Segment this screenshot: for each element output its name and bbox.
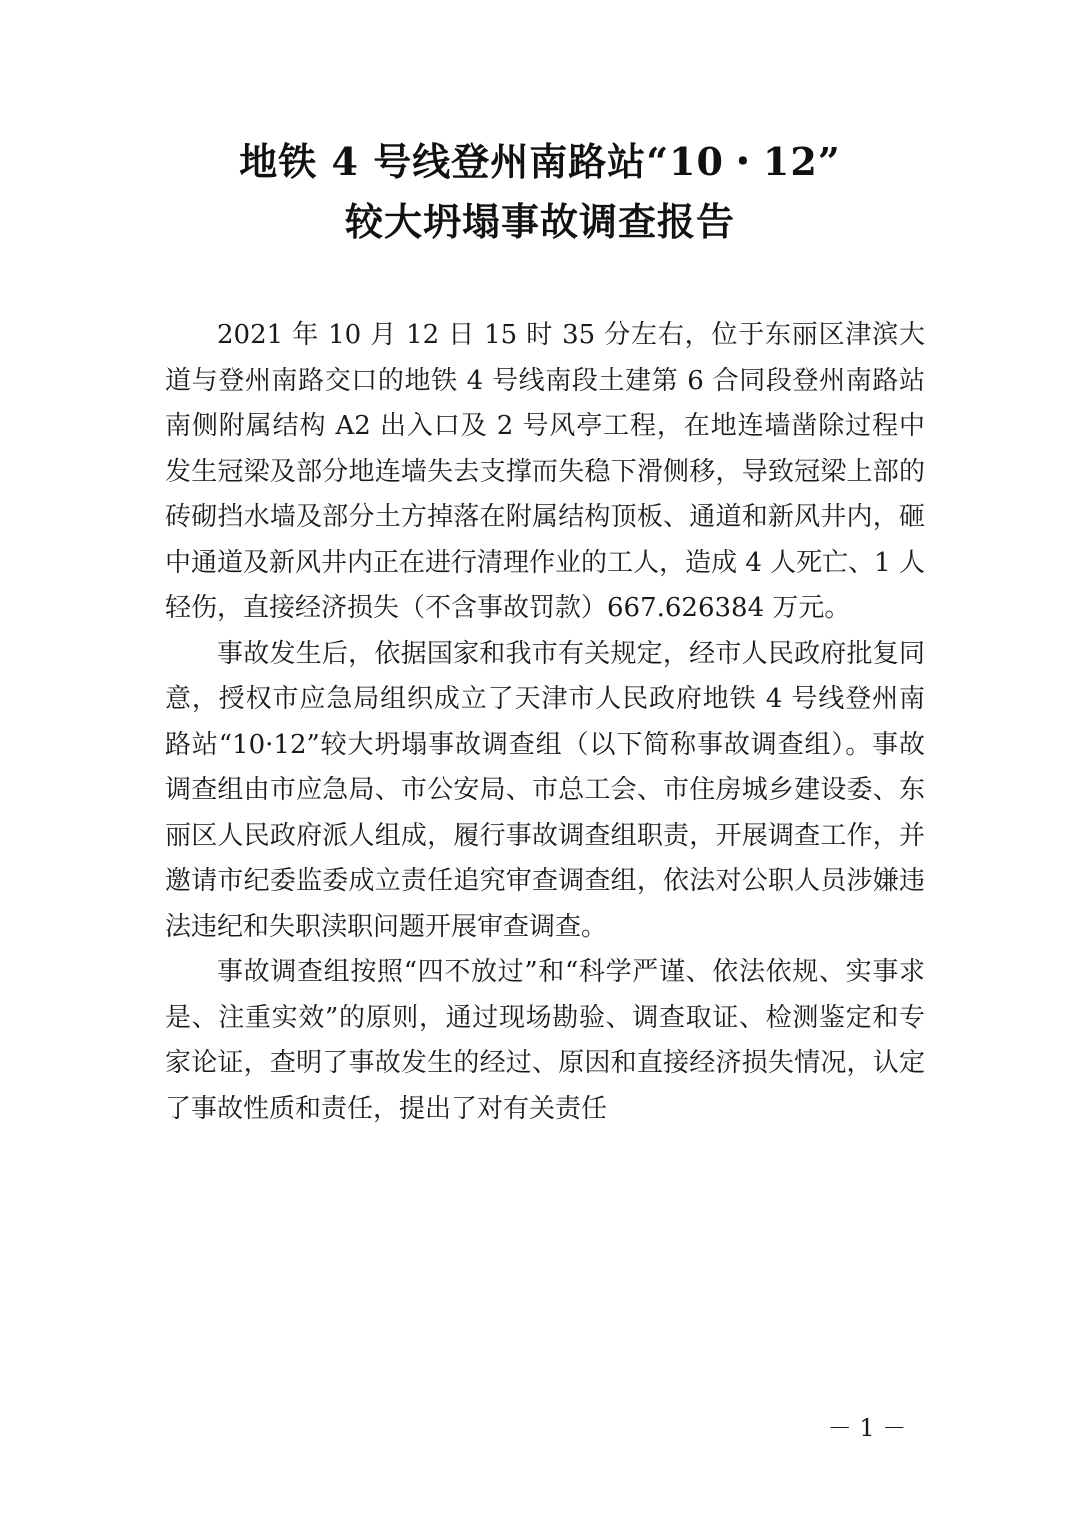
- paragraph-investigation-principles: 事故调查组按照“四不放过”和“科学严谨、依法依规、实事求是、注重实效”的原则，通过现场勘验、调查取证、检测鉴定和专家论证，查明了事故发生的经过、原因和直接经济损失情况，认定了事故性质和责任，提出了对有关责任: [165, 957, 925, 1124]
- document-title-line-1: 地铁 4 号线登州南路站“10・12”: [239, 139, 841, 184]
- paragraph-accident-summary: 2021 年 10 月 12 日 15 时 35 分左右，位于东丽区津滨大道与登州南路交口的地铁 4 号线南段土建第 6 合同段登州南路站南侧附属结构 A2 出入口及 2 号风亭工程，在地连墙凿除过程中发生冠梁及部分地连墙失去支撑而失稳下滑侧移，导致冠梁上部的砖砌挡水墙及部分土方掉落在附属结构顶板、通道和新风井内，砸中通道及新风井内正在进行清理作业的工人，造成 4 人死亡、1 人轻伤，直接经济损失（不含事故罚款）667.626384 万元。: [165, 320, 925, 623]
- document-title-line-2: 较大坍塌事故调查报告: [344, 199, 735, 244]
- page-number: － 1 －: [827, 1414, 907, 1442]
- paragraph-investigation-team: 事故发生后，依据国家和我市有关规定，经市人民政府批复同意，授权市应急局组织成立了天津市人民政府地铁 4 号线登州南路站“10·12”较大坍塌事故调查组（以下简称事故调查组）。事故调查组由市应急局、市公安局、市总工会、市住房城乡建设委、东丽区人民政府派人组成，履行事故调查组职责，开展调查工作，并邀请市纪委监委成立责任追究审查调查组，依法对公职人员涉嫌违法违纪和失职渎职问题开展审查调查。: [165, 638, 925, 942]
- document-body: [165, 313, 925, 1132]
